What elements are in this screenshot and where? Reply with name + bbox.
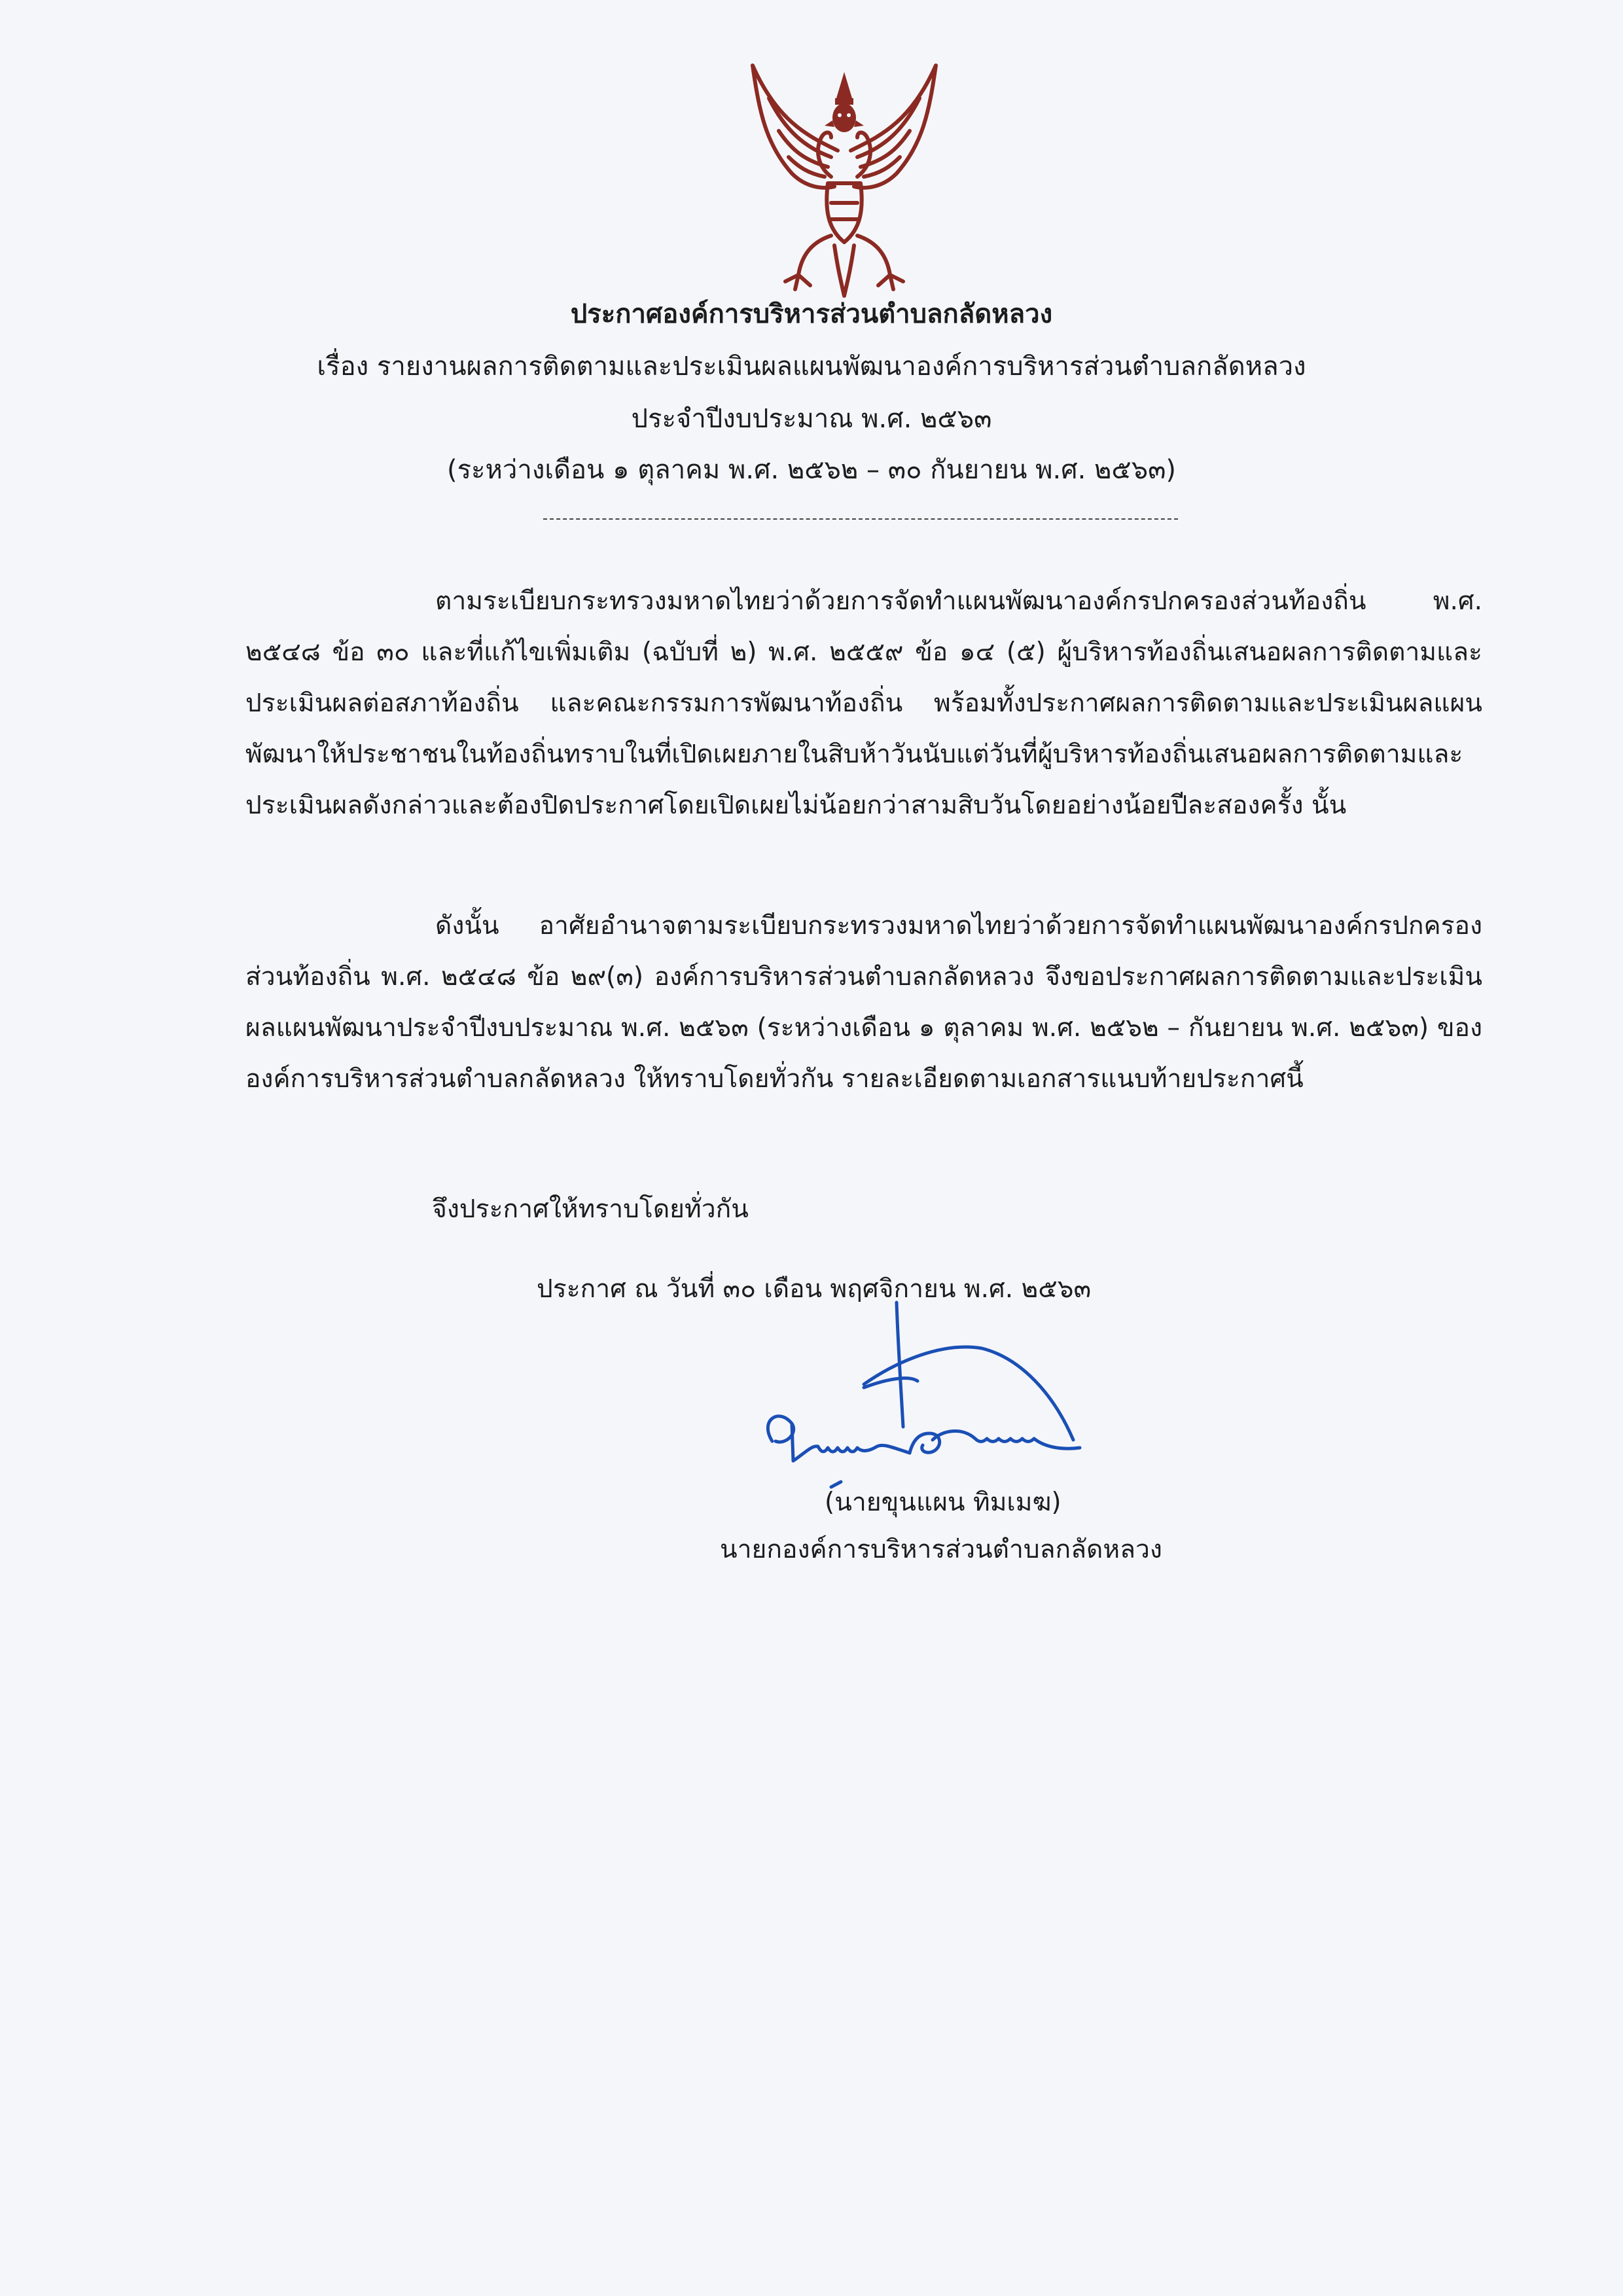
paragraph-2-text: ดังนั้น อาศัยอำนาจตามระเบียบกระทรวงมหาดไทยว่าด้วยการจัดทำแผนพัฒนาองค์กรปกครองส่วนท้องถิ่น พ.ศ. ๒๕๔๘ ข้อ ๒๙(๓) องค์การบริหารส่วนตำบลกลัดหลวง จึงขอประกาศผลการติดตามและประเมินผลแผนพัฒนาประจำปีงบประมาณ พ.ศ. ๒๕๖๓ (ระหว่างเดือน ๑ ตุลาคม พ.ศ. ๒๕๖๒ – กันยายน พ.ศ. ๒๕๖๓) ขององค์การบริหารส่วนตำบลกลัดหลวง ให้ทราบโดยทั่วกัน รายละเอียดตามเอกสารแนบท้ายประกาศนี้	[245, 911, 1482, 1094]
body-paragraph-1	[245, 576, 1482, 831]
closing-line: จึงประกาศให้ทราบโดยทั่วกัน	[432, 1194, 749, 1224]
signer-name: (นายขุนแผน ทิมเมฆ)	[825, 1488, 1061, 1517]
divider	[543, 518, 1178, 520]
reporting-period: (ระหว่างเดือน ๑ ตุลาคม พ.ศ. ๒๕๖๒ – ๓๐ กันยายน พ.ศ. ๒๕๖๓)	[446, 455, 1177, 485]
fiscal-year: ประจำปีงบประมาณ พ.ศ. ๒๕๖๓	[631, 404, 992, 434]
signer-position: นายกองค์การบริหารส่วนตำบลกลัดหลวง	[720, 1535, 1162, 1564]
announcement-subject: เรื่อง รายงานผลการติดตามและประเมินผลแผนพัฒนาองค์การบริหารส่วนตำบลกลัดหลวง	[317, 351, 1306, 382]
date-line: ประกาศ ณ วันที่ ๓๐ เดือน พฤศจิกายน พ.ศ. ๒๕๖๓	[537, 1274, 1092, 1304]
body-paragraph-2	[245, 901, 1482, 1105]
garuda-emblem-icon	[733, 52, 955, 301]
paragraph-1-text: ตามระเบียบกระทรวงมหาดไทยว่าด้วยการจัดทำแผนพัฒนาองค์กรปกครองส่วนท้องถิ่น พ.ศ. ๒๕๔๘ ข้อ ๓๐ และที่แก้ไขเพิ่มเติม (ฉบับที่ ๒) พ.ศ. ๒๕๕๙ ข้อ ๑๔ (๕) ผู้บริหารท้องถิ่นเสนอผลการติดตามและประเมินผลต่อสภาท้องถิ่น และคณะกรรมการพัฒนาท้องถิ่น พร้อมทั้งประกาศผลการติดตามและประเมินผลแผนพัฒนาให้ประชาชนในท้องถิ่นทราบในที่เปิดเผยภายในสิบห้าวันนับแต่วันที่ผู้บริหารท้องถิ่นเสนอผลการติดตามและประเมินผลดังกล่าวและต้องปิดประกาศโดยเปิดเผยไม่น้อยกว่าสามสิบวันโดยอย่างน้อยปีละสองครั้ง นั้น	[245, 586, 1482, 820]
handwritten-signature	[746, 1296, 1139, 1505]
announcement-title: ประกาศองค์การบริหารส่วนตำบลกลัดหลวง	[570, 299, 1053, 329]
